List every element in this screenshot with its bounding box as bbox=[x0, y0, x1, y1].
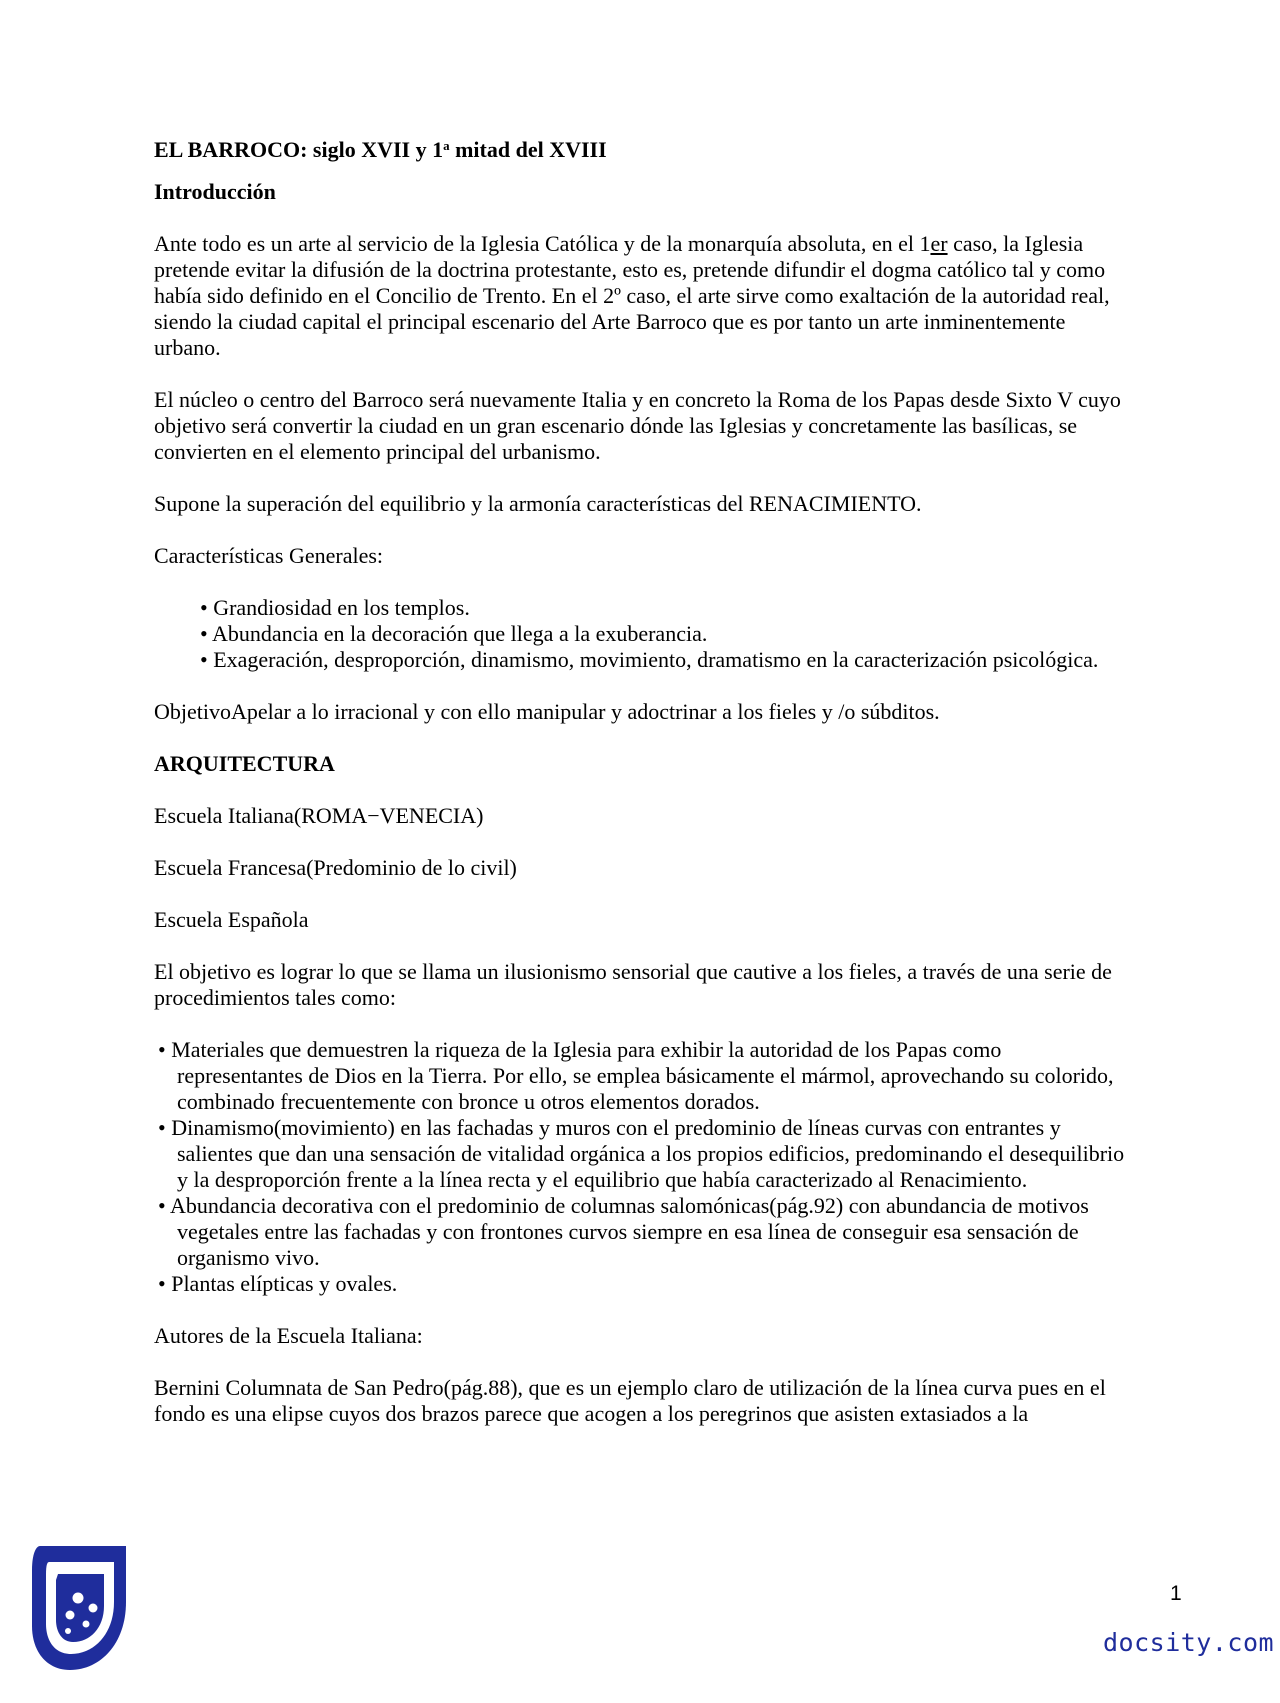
text-span: caso, la Iglesia bbox=[947, 231, 1084, 256]
list-item-continuation: organismo vivo. bbox=[177, 1245, 320, 1270]
list-item: • Materiales que demuestren la riqueza de la Iglesia para exhibir la autoridad de los Papas como bbox=[158, 1037, 1002, 1062]
docsity-brand-link[interactable]: docsity.com bbox=[1103, 1628, 1275, 1657]
paragraph-2-line-3: convierten en el elemento principal del urbanismo. bbox=[154, 439, 601, 464]
docsity-logo-icon[interactable] bbox=[22, 1540, 134, 1675]
list-item-continuation: salientes que dan una sensación de vitalidad orgánica a los propios edificios, predominando el desequilibrio bbox=[177, 1141, 1125, 1166]
logo-dot bbox=[66, 1611, 75, 1620]
paragraph-1-line-3: había sido definido en el Concilio de Trento. En el 2º caso, el arte sirve como exaltación de la autoridad real, bbox=[154, 283, 1110, 308]
list-item: • Abundancia en la decoración que llega a la exuberancia. bbox=[200, 621, 708, 646]
school-spanish: Escuela Española bbox=[154, 907, 309, 932]
list-item-continuation: representantes de Dios en la Tierra. Por ello, se emplea básicamente el mármol, aprovechando su colorido, bbox=[177, 1063, 1114, 1088]
objective-paragraph: ObjetivoApelar a lo irracional y con ello manipular y adoctrinar a los fieles y /o súbditos. bbox=[154, 699, 940, 724]
title-text: EL BARROCO: siglo XVII y 1 bbox=[154, 137, 444, 162]
school-french: Escuela Francesa(Predominio de lo civil) bbox=[154, 855, 517, 880]
list-item: • Exageración, desproporción, dinamismo, movimiento, dramatismo en la caracterización psicológica. bbox=[200, 647, 1099, 672]
logo-dot bbox=[89, 1604, 98, 1613]
paragraph-1-line-2: pretende evitar la difusión de la doctrina protestante, esto es, pretende difundir el dogma católico tal y como bbox=[154, 257, 1106, 282]
document-title bbox=[154, 136, 607, 164]
title-text-rest: mitad del XVIII bbox=[449, 137, 607, 162]
paragraph-5-line-2: fondo es una elipse cuyos dos brazos parece que acogen a los peregrinos que asisten extasiados a la bbox=[154, 1401, 1029, 1426]
paragraph-4-line-1: El objetivo es lograr lo que se llama un ilusionismo sensorial que cautive a los fieles, a través de una serie de bbox=[154, 959, 1112, 984]
authors-heading: Autores de la Escuela Italiana: bbox=[154, 1323, 423, 1348]
list-item-continuation: y la desproporción frente a la línea recta y el equilibrio que había caracterizado al Renacimiento. bbox=[177, 1167, 1028, 1192]
list-item: • Dinamismo(movimiento) en las fachadas y muros con el predominio de líneas curvas con entrantes y bbox=[158, 1115, 1061, 1140]
paragraph-2-line-1: El núcleo o centro del Barroco será nuevamente Italia y en concreto la Roma de los Papas desde Sixto V cuyo bbox=[154, 387, 1121, 412]
text-span: Ante todo es un arte al servicio de la Iglesia Católica y de la monarquía absoluta, en el 1 bbox=[154, 231, 931, 256]
paragraph-4-line-2: procedimientos tales como: bbox=[154, 985, 396, 1010]
list-item: • Abundancia decorativa con el predominio de columnas salomónicas(pág.92) con abundancia de motivos bbox=[158, 1193, 1089, 1218]
list-item: • Plantas elípticas y ovales. bbox=[158, 1271, 398, 1296]
characteristics-heading: Características Generales: bbox=[154, 543, 384, 568]
title-superscript: a bbox=[443, 138, 450, 153]
underlined-text: er bbox=[930, 231, 948, 256]
school-italian: Escuela Italiana(ROMA−VENECIA) bbox=[154, 803, 484, 828]
intro-heading: Introducción bbox=[154, 179, 276, 204]
list-item: • Grandiosidad en los templos. bbox=[200, 595, 470, 620]
list-item-continuation: vegetales entre las fachadas y con frontones curvos siempre en esa línea de conseguir esa sensación de bbox=[177, 1219, 1079, 1244]
logo-dot bbox=[65, 1628, 71, 1634]
paragraph-5-line-1: Bernini Columnata de San Pedro(pág.88), que es un ejemplo claro de utilización de la línea curva pues en el bbox=[154, 1375, 1106, 1400]
list-item-continuation: combinado frecuentemente con bronce u otros elementos dorados. bbox=[177, 1089, 760, 1114]
logo-dot bbox=[73, 1593, 84, 1604]
paragraph-2-line-2: objetivo será convertir la ciudad en un gran escenario dónde las Iglesias y concretamente las basílicas, se bbox=[154, 413, 1078, 438]
page-number: 1 bbox=[1170, 1582, 1182, 1605]
architecture-heading: ARQUITECTURA bbox=[154, 751, 335, 776]
paragraph-3: Supone la superación del equilibrio y la armonía características del RENACIMIENTO. bbox=[154, 491, 922, 516]
paragraph-1-line-1 bbox=[154, 230, 1083, 258]
paragraph-1-line-5: urbano. bbox=[154, 335, 221, 360]
logo-dot bbox=[83, 1621, 90, 1628]
paragraph-1-line-4: siendo la ciudad capital el principal escenario del Arte Barroco que es por tanto un arte inminentemente bbox=[154, 309, 1066, 334]
